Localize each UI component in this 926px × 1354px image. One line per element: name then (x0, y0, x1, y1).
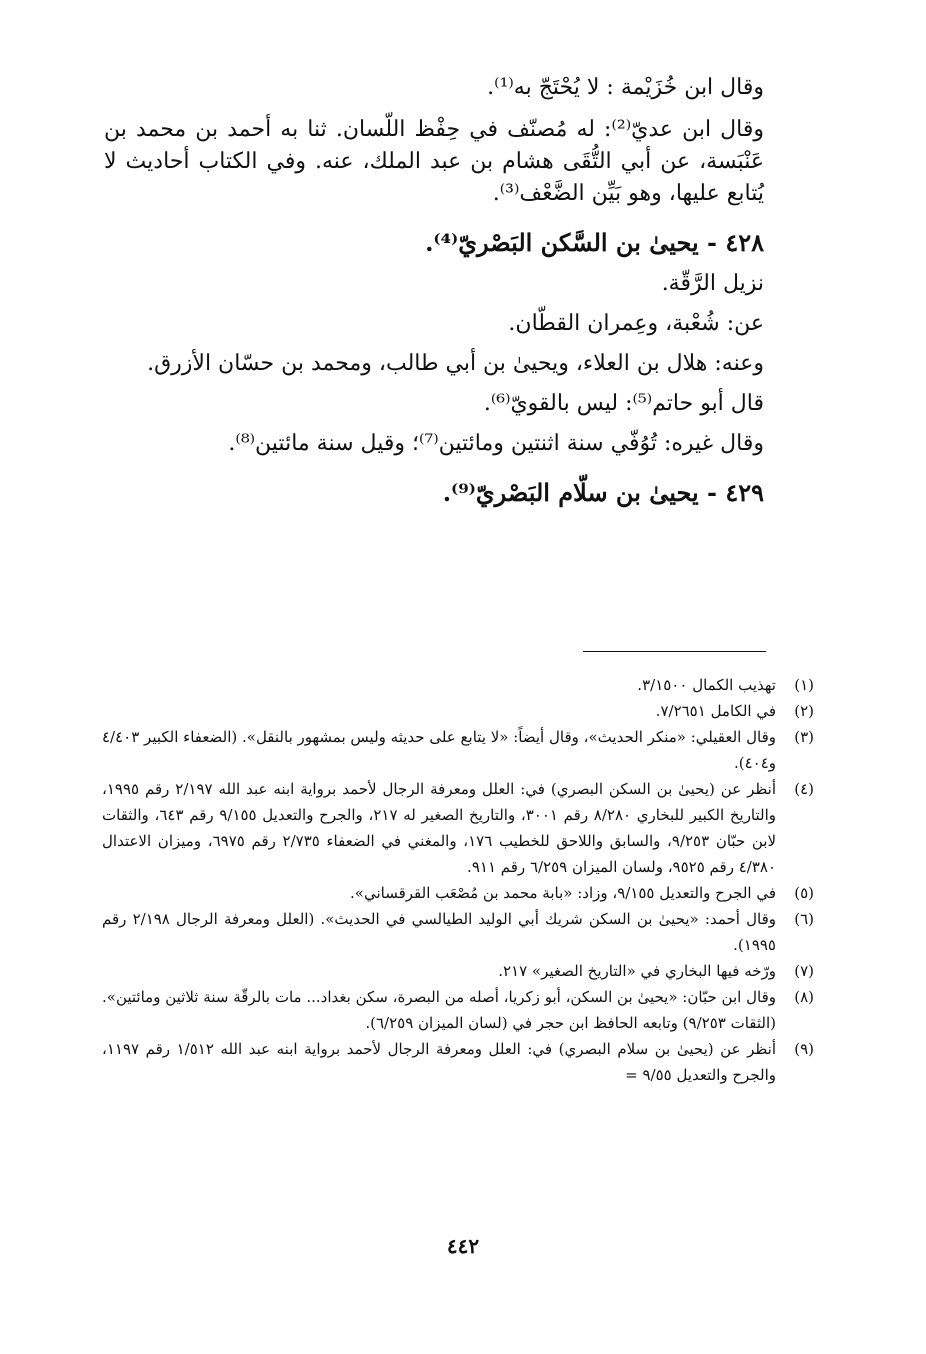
footnote (102, 984, 814, 1036)
footnote (102, 906, 814, 958)
footnote-text: وقال أحمد: «يحيىٰ بن السكن شريك أبي الوليد الطيالسي في الحديث». (العلل ومعرفة الرجال ٢/١٩٨ رقم ١٩٩٥). (102, 910, 776, 954)
footnote (102, 1036, 814, 1088)
text-line: وقال ابن خُزَيْمة : لا يُحْتَجّ به⁽¹⁾. (487, 75, 764, 100)
footnote-text: في الجرح والتعديل ٩/١٥٥، وزاد: «بابة محمد بن مُصْعَب القرقساني». (350, 884, 776, 902)
main-text (104, 72, 764, 518)
footnote (102, 880, 814, 906)
text-line: وعنه: هلال بن العلاء، ويحيىٰ بن أبي طالب، ومحمد بن حسّان الأزرق. (147, 351, 764, 376)
text-line: نزيل الرَّقّة. (661, 271, 764, 296)
text-paragraph: وقال ابن عديّ⁽²⁾: له مُصنّف في حِفْظ اللّسان. ثنا به أحمد بن محمد بن عَنْبَسة، عن أبي التُّقَى هشام بن عبد الملك، عنه. وفي الكتاب أحاديث لا يُتابع عليها، وهو بَيِّن الضَّعْف⁽³⁾. (104, 117, 764, 206)
footnote-number: (٧) (794, 962, 814, 980)
footnote-number: (٦) (794, 910, 814, 928)
footnote (102, 958, 814, 984)
footnote-number: (٤) (794, 780, 814, 798)
footnote-number: (٣) (794, 728, 814, 746)
footnote-number: (٨) (794, 988, 814, 1006)
footnote-number: (١) (794, 676, 814, 694)
footnote-text: وقال العقيلي: «منكر الحديث»، وقال أيضاً: «لا يتابع على حديثه وليس بمشهور بالنقل». (الضعفاء الكبير ٤/٤٠٣ و٤٠٤). (102, 728, 776, 772)
footnote (102, 698, 814, 724)
footnote-number: (٩) (794, 1040, 814, 1058)
footnote-text: أنظر عن (يحيىٰ بن السكن البصري) في: العلل ومعرفة الرجال لأحمد برواية ابنه عبد الله ٢/١٩٧ رقم ١٩٩٥، والتاريخ الكبير للبخاري ٨/٢٨٠ رقم ٣٠٠١، والتاريخ الصغير له ٢١٧، والجرح والتعديل ٩/١٥٥ رقم ٦٤٣، والثقات لابن حبّان ٩/٢٥٣، والسابق واللاحق للخطيب ١٧٦، والمغني في الضعفاء ٢/٧٣٥ رقم ٦٩٧٥، وميزان الاعتدال ٤/٣٨٠ رقم ٩٥٢٥، ولسان الميزان ٦/٢٥٩ رقم ٩١١. (102, 780, 777, 876)
page-number: ٤٤٢ (446, 1234, 480, 1258)
footnote-text: أنظر عن (يحيىٰ بن سلام البصري) في: العلل ومعرفة الرجال لأحمد برواية ابنه عبد الله ١/٥١٢ رقم ١١٩٧، والجرح والتعديل ٩/٥٥ = (102, 1040, 776, 1084)
footnote-divider (583, 651, 766, 652)
entry-heading-428: ٤٢٨ - يحيىٰ بن السَّكن البَصْريّ⁽⁴⁾. (425, 228, 764, 257)
text-line: عن: شُعْبة، وعِمران القطّان. (508, 311, 764, 336)
entry-heading-429: ٤٢٩ - يحيىٰ بن سلّام البَصْريّ⁽⁹⁾. (442, 478, 764, 507)
footnote-text: ورّخه فيها البخاري في «التاريخ الصغير» ٢١٧. (498, 962, 776, 980)
footnote-text: وقال ابن حبّان: «يحيىٰ بن السكن، أبو زكريا، أصله من البصرة، سكن بغداد... مات بالرقّة سنة ثلاثين ومائتين». (الثقات ٩/٢٥٣) وتابعه الحافظ ابن حجر في (لسان الميزان ٦/٢٥٩). (102, 988, 776, 1032)
footnote-number: (٥) (794, 884, 814, 902)
footnotes (102, 672, 814, 1088)
footnote-text: تهذيب الكمال ٣/١٥٠٠. (637, 676, 776, 694)
footnote-number: (٢) (794, 702, 814, 720)
footnote (102, 776, 814, 880)
footnote-text: في الكامل ٧/٢٦٥١. (655, 702, 776, 720)
text-line: وقال غيره: تُوُفّي سنة اثنتين ومائتين⁽⁷⁾؛ وقيل سنة مائتين⁽⁸⁾. (228, 431, 764, 456)
footnote (102, 724, 814, 776)
text-line: قال أبو حاتم⁽⁵⁾: ليس بالقويّ⁽⁶⁾. (483, 391, 764, 416)
footnote (102, 672, 814, 698)
